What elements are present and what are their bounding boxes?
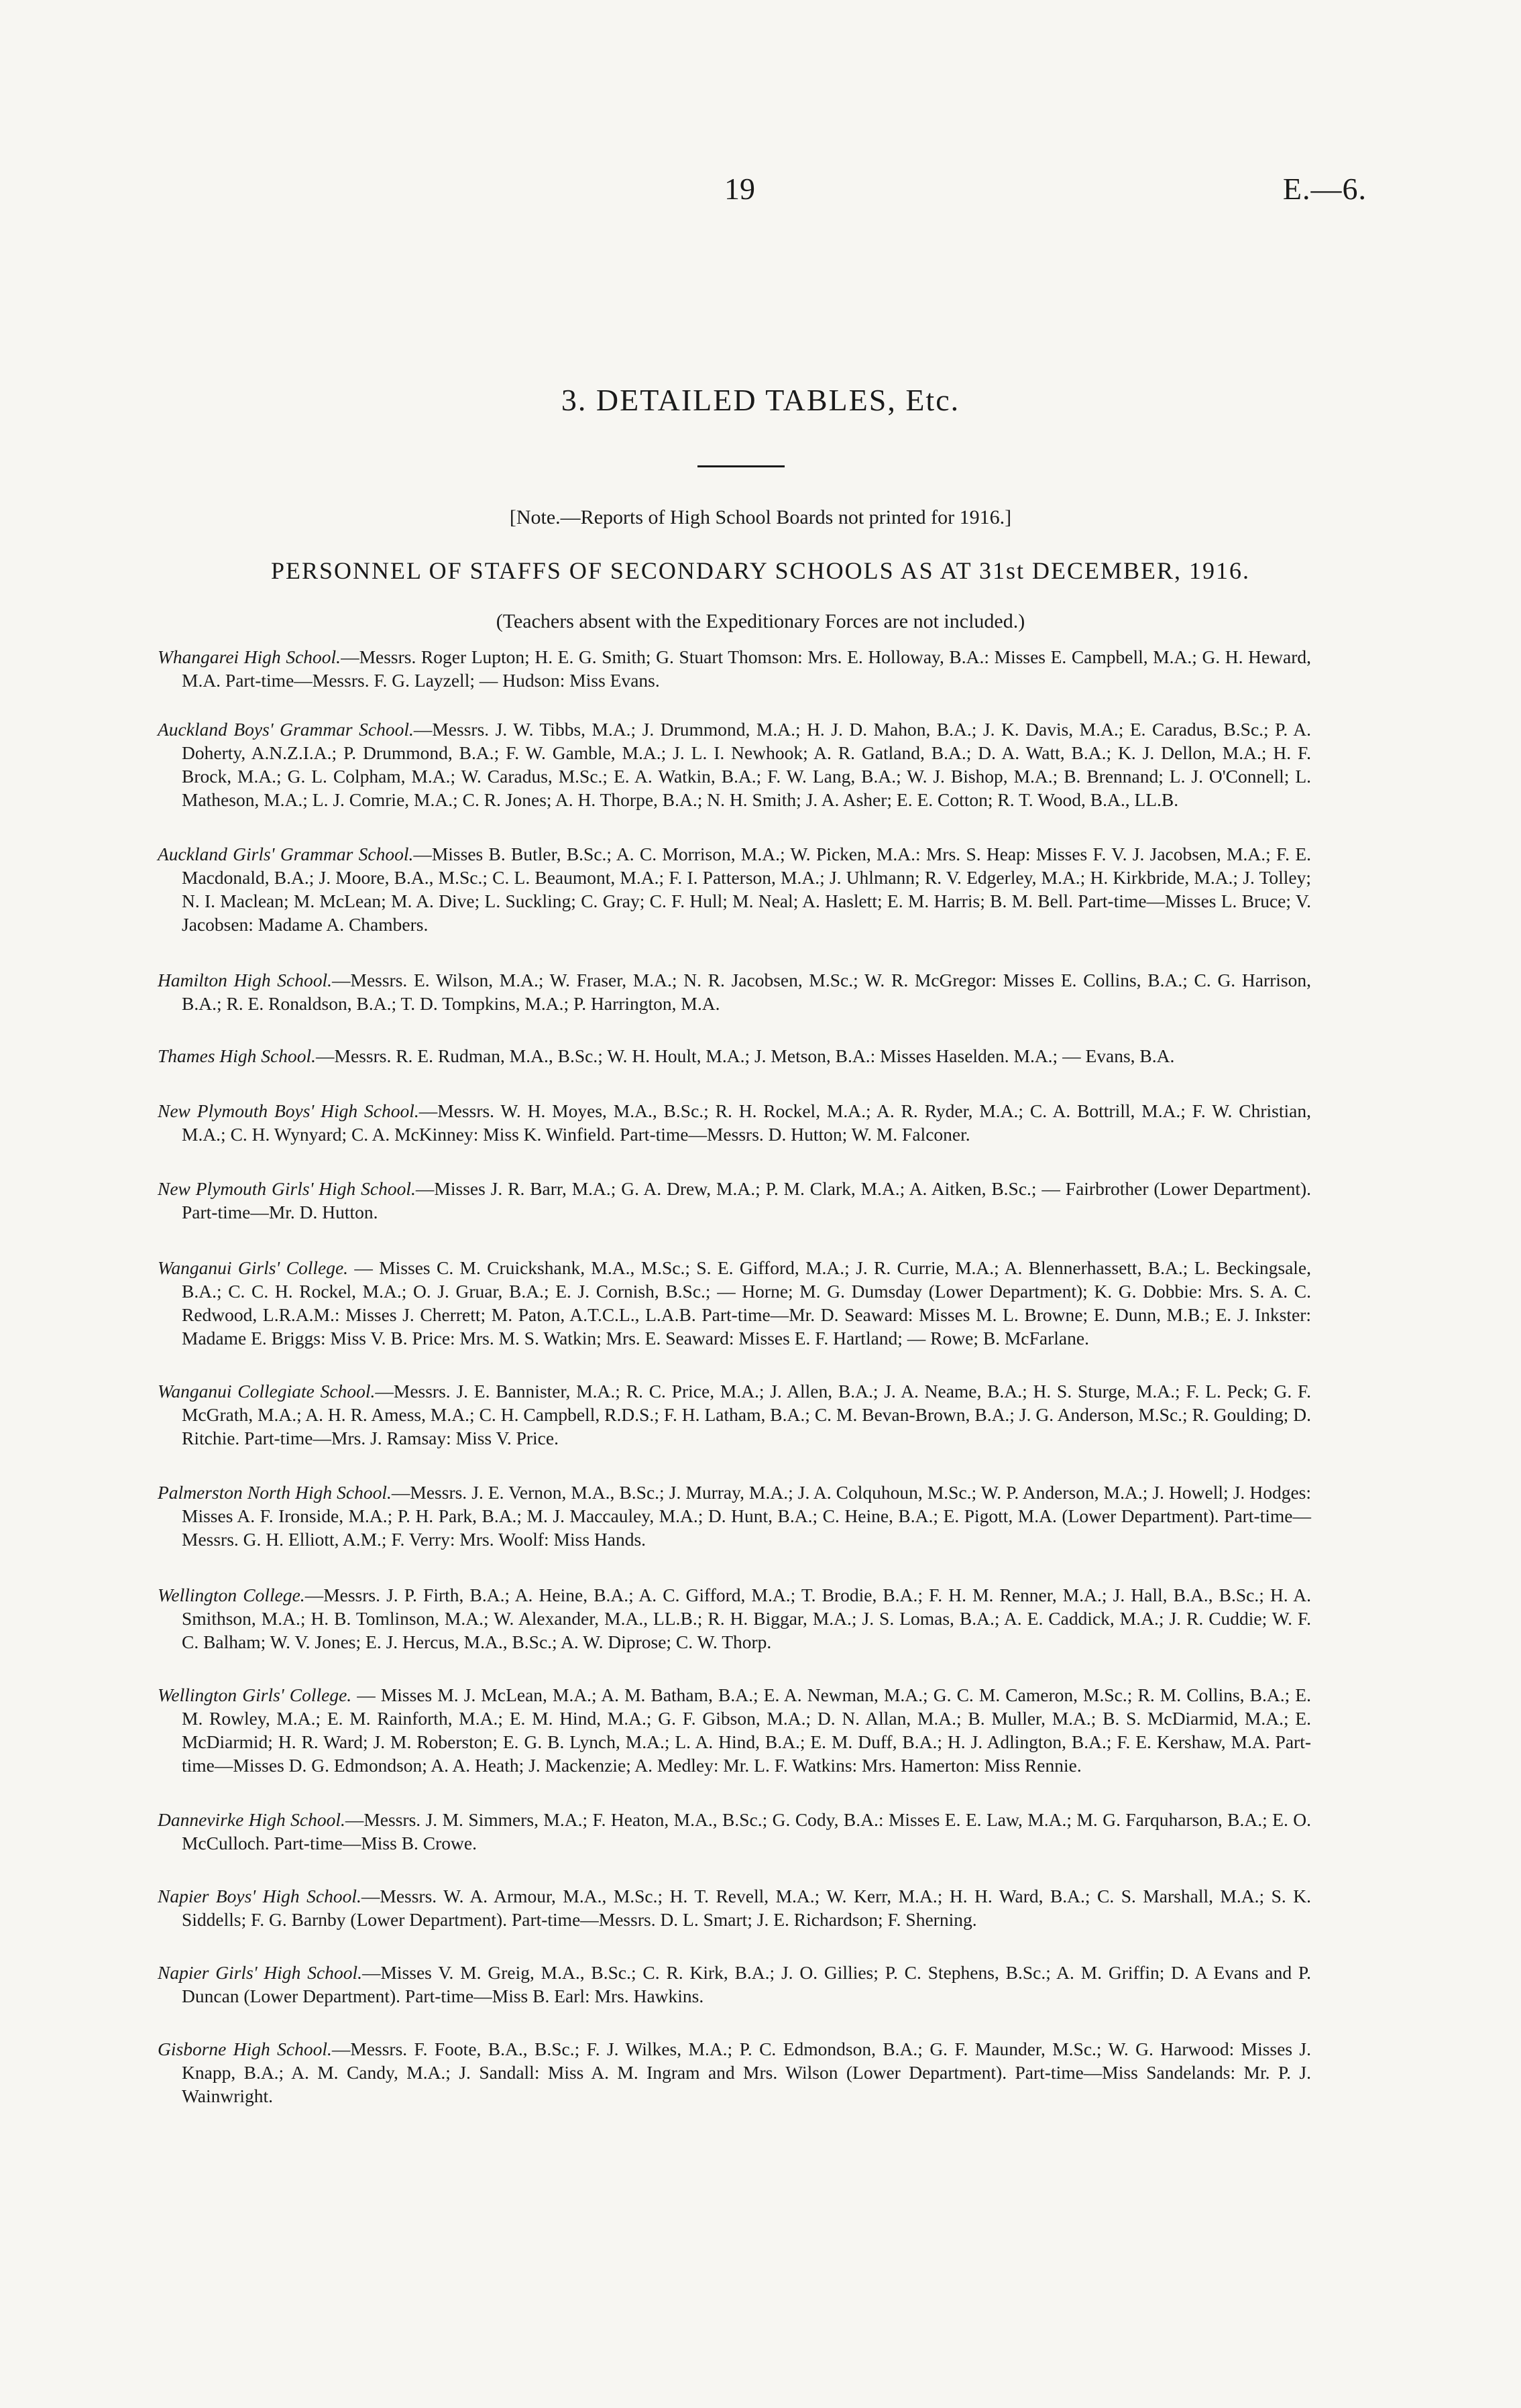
school-entry <box>158 1099 1311 1146</box>
school-name: Napier Girls' High School. <box>158 1962 362 1983</box>
school-entry <box>158 1177 1311 1224</box>
school-name: New Plymouth Boys' High School. <box>158 1100 419 1121</box>
school-name: Napier Boys' High School. <box>158 1886 361 1906</box>
staff-list: —Messrs. Roger Lupton; H. E. G. Smith; G. Stuart Thomson: Mrs. E. Holloway, B.A.: Misses E. Campbell, M.A.; G. H. Heward, M.A. Part-time—Messrs. F. G. Layzell; — Hudson: Miss Evans. <box>182 646 1311 691</box>
school-entry <box>158 1379 1311 1450</box>
school-name: Auckland Boys' Grammar School. <box>158 719 414 740</box>
school-name: Dannevirke High School. <box>158 1809 345 1830</box>
staff-list: —Misses J. R. Barr, M.A.; G. A. Drew, M.A.; P. M. Clark, M.A.; A. Aitken, B.Sc.; — Fairbrother (Lower Department). Part-time—Mr. D. Hutton. <box>182 1178 1311 1222</box>
staff-list: —Messrs. J. E. Bannister, M.A.; R. C. Price, M.A.; J. Allen, B.A.; J. A. Neame, B.A.; H. S. Sturge, M.A.; F. L. Peck; G. F. McGrath, M.A.; A. H. R. Amess, M.A.; C. H. Campbell, R.D.S.; F. H. Latham, B.A.; C. M. Bevan-Brown, B.A.; J. G. Anderson, M.Sc.; R. Goulding; D. Ritchie. Part-time—Mrs. J. Ramsay: Miss V. Price. <box>182 1381 1311 1448</box>
expeditionary-note: (Teachers absent with the Expeditionary Forces are not included.) <box>496 610 1025 632</box>
school-entry <box>158 1256 1311 1350</box>
staff-list: —Messrs. R. E. Rudman, M.A., B.Sc.; W. H. Hoult, M.A.; J. Metson, B.A.: Misses Haselden. M.A.; — Evans, B.A. <box>316 1045 1175 1066</box>
staff-list: — Misses M. J. McLean, M.A.; A. M. Batham, B.A.; E. A. Newman, M.A.; G. C. M. Cameron, M.Sc.; R. M. Collins, B.A.; E. M. Rowley, M.A.; E. M. Rainforth, M.A.; E. M. Hind, M.A.; G. F. Gibson, M.A.; D. N. Allan, M.A.; B. Muller, M.A.; B. S. McDiarmid, M.A.; E. McDiarmid; H. R. Ward; J. M. Roberston; E. G. B. Lynch, M.A.; L. A. Hind, B.A.; E. M. Duff, B.A.; H. J. Adlington, B.A.; F. E. Kershaw, M.A. Part-time—Misses D. G. Edmondson; A. A. Heath; J. Mackenzie; A. Medley: Mr. L. F. Watkins: Mrs. Hamerton: Miss Rennie. <box>182 1684 1311 1776</box>
school-name: Gisborne High School. <box>158 2039 332 2059</box>
school-entry <box>158 1961 1311 2008</box>
school-entry <box>158 718 1311 811</box>
school-name: Wellington Girls' College. <box>158 1684 352 1705</box>
staff-list: —Messrs. J. W. Tibbs, M.A.; J. Drummond, M.A.; H. J. D. Mahon, B.A.; J. K. Davis, M.A.; E. Caradus, B.Sc.; P. A. Doherty, A.N.Z.I.A.; P. Drummond, B.A.; F. W. Gamble, M.A.; J. L. I. Newhook; A. R. Gatland, B.A.; D. A. Watt, B.A.; K. J. Dellon, M.A.; H. F. Brock, M.A.; G. L. Colpham, M.A.; W. Caradus, M.Sc.; E. A. Watkin, B.A.; F. W. Lang, B.A.; W. J. Bishop, M.A.; B. Brennand; L. J. O'Connell; L. Matheson, M.A.; L. J. Comrie, M.A.; C. R. Jones; A. H. Thorpe, B.A.; N. H. Smith; J. A. Asher; E. E. Cotton; R. T. Wood, B.A., LL.B. <box>182 719 1311 810</box>
school-name: Auckland Girls' Grammar School. <box>158 844 414 864</box>
staff-list: —Messrs. W. H. Moyes, M.A., B.Sc.; R. H. Rockel, M.A.; A. R. Ryder, M.A.; C. A. Bottrill, M.A.; F. W. Christian, M.A.; C. H. Wynyard; C. A. McKinney: Miss K. Winfield. Part-time—Messrs. D. Hutton; W. M. Falconer. <box>182 1100 1311 1145</box>
school-entry <box>158 2037 1311 2108</box>
staff-list: —Messrs. F. Foote, B.A., B.Sc.; F. J. Wilkes, M.A.; P. C. Edmondson, B.A.; G. F. Maunder, M.Sc.; W. G. Harwood: Misses J. Knapp, B.A.; A. M. Candy, M.A.; J. Sandall: Miss A. M. Ingram and Mrs. Wilson (Lower Department). Part-time—Miss Sandelands: Mr. P. J. Wainwright. <box>182 2039 1311 2106</box>
school-entry <box>158 645 1311 692</box>
school-name: Palmerston North High School. <box>158 1482 392 1503</box>
school-name: Whangarei High School. <box>158 646 341 667</box>
school-entry <box>158 968 1311 1015</box>
school-name: Wellington College. <box>158 1585 305 1605</box>
school-name: Thames High School. <box>158 1045 317 1066</box>
school-name: Wanganui Collegiate School. <box>158 1381 376 1401</box>
staff-list: —Misses V. M. Greig, M.A., B.Sc.; C. R. Kirk, B.A.; J. O. Gillies; P. C. Stephens, B.Sc.; A. M. Griffin; D. A Evans and P. Duncan (Lower Department). Part-time—Miss B. Earl: Mrs. Hawkins. <box>182 1962 1312 2006</box>
personnel-heading: PERSONNEL OF STAFFS OF SECONDARY SCHOOLS AS AT 31st DECEMBER, 1916. <box>270 557 1251 584</box>
staff-list: —Messrs. E. Wilson, M.A.; W. Fraser, M.A.; N. R. Jacobsen, M.Sc.; W. R. McGregor: Misses E. Collins, B.A.; C. G. Harrison, B.A.; R. E. Ronaldson, B.A.; T. D. Tompkins, M.A.; P. Harrington, M.A. <box>182 970 1311 1014</box>
school-name: Hamilton High School. <box>158 970 332 990</box>
school-staff-list <box>158 645 1311 2126</box>
school-name: Wanganui Girls' College. <box>158 1257 349 1278</box>
school-entry <box>158 842 1311 936</box>
section-title: 3. DETAILED TABLES, Etc. <box>561 383 960 417</box>
school-entry <box>158 1481 1311 1551</box>
staff-list: —Messrs. J. M. Simmers, M.A.; F. Heaton, M.A., B.Sc.; G. Cody, B.A.: Misses E. E. Law, M.A.; M. G. Farquharson, B.A.; E. O. McCulloch. Part-time—Miss B. Crowe. <box>182 1809 1312 1853</box>
report-code: E.—6. <box>1282 172 1367 206</box>
page-header <box>0 171 1521 211</box>
school-entry <box>158 1808 1311 1855</box>
staff-list: —Messrs. J. E. Vernon, M.A., B.Sc.; J. Murray, M.A.; J. A. Colquhoun, M.Sc.; W. P. Anderson, M.A.; J. Howell; J. Hodges: Misses A. F. Ironside, M.A.; P. H. Park, B.A.; M. J. Maccauley, M.A.; D. Hunt, B.A.; C. Heine, B.A.; E. Pigott, M.A. (Lower Department). Part-time—Messrs. G. H. Elliott, A.M.; F. Verry: Mrs. Woolf: Miss Hands. <box>182 1482 1311 1550</box>
school-entry <box>158 1884 1311 1931</box>
school-entry <box>158 1583 1311 1654</box>
staff-list: —Messrs. W. A. Armour, M.A., M.Sc.; H. T. Revell, M.A.; W. Kerr, M.A.; H. H. Ward, B.A.; C. S. Marshall, M.A.; S. K. Siddells; F. G. Barnby (Lower Department). Part-time—Messrs. D. L. Smart; J. E. Richardson; F. Sherning. <box>182 1886 1312 1930</box>
boards-note: [Note.—Reports of High School Boards not printed for 1916.] <box>509 506 1012 528</box>
school-entry <box>158 1044 1311 1068</box>
school-name: New Plymouth Girls' High School. <box>158 1178 416 1199</box>
page-number: 19 <box>724 172 755 206</box>
staff-list: —Misses B. Butler, B.Sc.; A. C. Morrison, M.A.; W. Picken, M.A.: Mrs. S. Heap: Misses F. V. J. Jacobsen, M.A.; F. E. Macdonald, B.A.; J. Moore, B.A., M.Sc.; C. L. Beaumont, M.A.; F. I. Patterson, M.A.; J. Uhlmann; R. V. Edgerley, M.A.; H. Kirkbride, M.A.; J. Tolley; N. I. Maclean; M. McLean; M. A. Dive; L. Suckling; C. Gray; C. F. Hull; M. Neal; A. Haslett; E. M. Harris; B. M. Bell. Part-time—Misses L. Bruce; V. Jacobsen: Madame A. Chambers. <box>182 844 1311 935</box>
staff-list: — Misses C. M. Cruickshank, M.A., M.Sc.; S. E. Gifford, M.A.; J. R. Currie, M.A.; A. Blennerhassett, B.A.; L. Beckingsale, B.A.; C. C. H. Rockel, M.A.; O. J. Gruar, B.A.; E. J. Cornish, B.Sc.; — Horne; M. G. Dumsday (Lower Department); K. G. Dobbie: Mrs. S. A. C. Redwood, L.R.A.M.: Misses J. Cherrett; M. Paton, A.T.C.L., L.A.B. Part-time—Mr. D. Seaward: Misses M. L. Browne; E. Dunn, M.B.; E. J. Inkster: Madame E. Briggs: Miss V. B. Price: Mrs. M. S. Watkin; Mrs. E. Seaward: Misses E. F. Hartland; — Rowe; B. McFarlane. <box>182 1257 1312 1349</box>
school-entry <box>158 1683 1311 1777</box>
staff-list: —Messrs. J. P. Firth, B.A.; A. Heine, B.A.; A. C. Gifford, M.A.; T. Brodie, B.A.; F. H. M. Renner, M.A.; J. Hall, B.A., B.Sc.; H. A. Smithson, M.A.; H. B. Tomlinson, M.A.; W. Alexander, M.A., LL.B.; R. H. Biggar, M.A.; J. S. Lomas, B.A.; A. E. Caddick, M.A.; J. R. Cuddie; W. F. C. Balham; W. V. Jones; E. J. Hercus, M.A., B.Sc.; A. W. Diprose; C. W. Thorp. <box>182 1585 1312 1652</box>
title-rule <box>697 465 785 467</box>
